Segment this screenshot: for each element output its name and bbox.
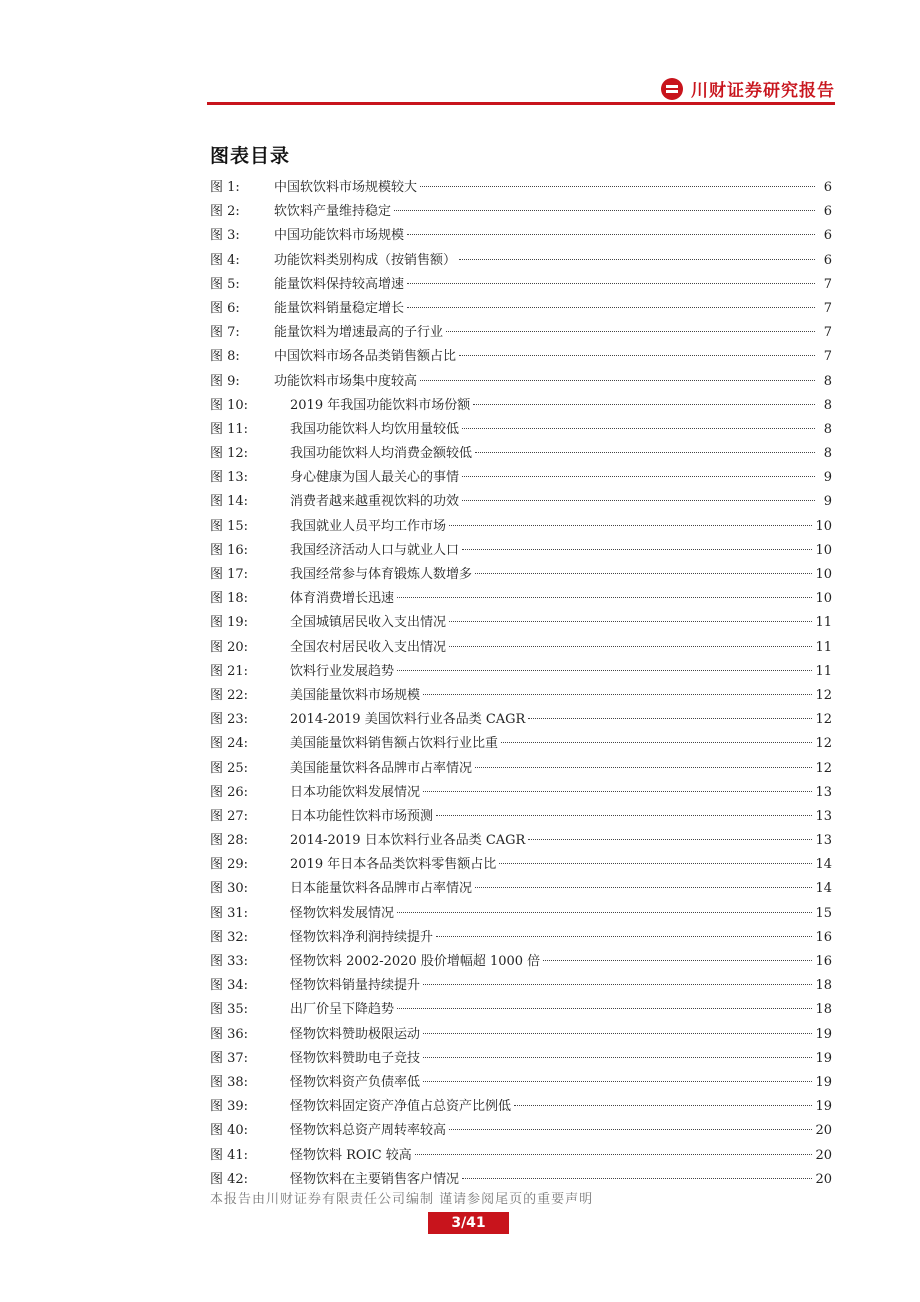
toc-entry-page: 16 — [815, 954, 832, 969]
toc-entry-page: 19 — [815, 1099, 832, 1115]
toc-entry-number: 图 21: — [210, 663, 249, 679]
toc-entry-number: 图 18: — [210, 591, 249, 607]
toc-entry[interactable] — [210, 224, 832, 248]
toc-entry-number: 图 26: — [210, 784, 249, 800]
toc-entry[interactable] — [210, 418, 832, 442]
toc-entry-title: 全国农村居民收入支出情况 — [290, 639, 447, 655]
toc-entry-page: 8 — [823, 421, 832, 437]
toc-leader-dots — [462, 500, 815, 501]
toc-entry[interactable] — [210, 442, 832, 466]
toc-entry[interactable] — [210, 805, 832, 829]
toc-entry-page: 13 — [815, 833, 832, 849]
toc-entry-title: 怪物饮料固定资产净值占总资产比例低 — [290, 1099, 512, 1115]
toc-entry-page: 6 — [823, 252, 832, 268]
toc-entry-page: 10 — [815, 518, 832, 534]
toc-entry-title: 功能饮料类别构成（按销售额） — [274, 252, 457, 268]
toc-entry[interactable] — [210, 1119, 832, 1143]
toc-entry[interactable] — [210, 563, 832, 587]
toc-entry-number: 图 27: — [210, 808, 249, 824]
toc-entry[interactable] — [210, 249, 832, 273]
toc-entry-title: 饮料行业发展趋势 — [290, 663, 395, 679]
toc-entry-number: 图 5: — [210, 276, 240, 292]
toc-entry-number: 图 38: — [210, 1074, 249, 1090]
toc-entry-number: 图 11: — [210, 421, 249, 437]
toc-leader-dots — [449, 621, 812, 622]
toc-entry[interactable] — [210, 1071, 832, 1095]
toc-entry[interactable] — [210, 200, 832, 224]
toc-leader-dots — [407, 307, 815, 308]
toc-leader-dots — [499, 863, 812, 864]
toc-entry-title: 日本功能性饮料市场预测 — [290, 808, 434, 824]
footer-disclaimer: 本报告由川财证券有限责任公司编制 谨请参阅尾页的重要声明 — [210, 1192, 594, 1207]
toc-leader-dots — [449, 525, 812, 526]
toc-entry-number: 图 42: — [210, 1171, 249, 1187]
toc-entry-title: 2019 年日本各品类饮料零售额占比 — [290, 857, 497, 873]
toc-entry-page: 15 — [815, 905, 832, 921]
toc-leader-dots — [543, 960, 812, 961]
toc-entry-number: 图 30: — [210, 881, 249, 897]
toc-entry-page: 12 — [815, 687, 832, 703]
toc-entry-page: 20 — [815, 1147, 832, 1163]
toc-leader-dots — [415, 1154, 813, 1155]
toc-entry-title: 我国就业人员平均工作市场 — [290, 518, 447, 534]
toc-entry-page: 20 — [815, 1171, 832, 1187]
toc-entry-number: 图 3: — [210, 228, 240, 244]
toc-entry[interactable] — [210, 297, 832, 321]
toc-leader-dots — [423, 984, 812, 985]
toc-entry-number: 图 17: — [210, 567, 249, 582]
toc-entry-page: 14 — [815, 881, 832, 897]
toc-entry-number: 图 36: — [210, 1026, 249, 1042]
toc-entry-title: 美国能量饮料销售额占饮料行业比重 — [290, 736, 499, 752]
toc-entry[interactable] — [210, 587, 832, 611]
toc-entry-number: 图 19: — [210, 615, 249, 631]
toc-leader-dots — [407, 234, 815, 235]
toc-entry-title: 怪物饮料 ROIC 较高 — [290, 1147, 412, 1163]
toc-entry-title: 日本能量饮料各品牌市占率情况 — [290, 881, 473, 897]
brand-name: 川财证券研究报告 — [691, 81, 835, 101]
toc-leader-dots — [420, 186, 815, 187]
toc-entry[interactable] — [210, 829, 832, 853]
toc-entry[interactable] — [210, 273, 832, 297]
toc-entry-page: 13 — [815, 808, 832, 824]
toc-entry-page: 12 — [815, 712, 832, 728]
toc-entry-title: 2019 年我国功能饮料市场份额 — [290, 397, 471, 413]
toc-leader-dots — [528, 718, 812, 719]
toc-entry-page: 19 — [815, 1026, 832, 1042]
toc-entry-title: 全国城镇居民收入支出情况 — [290, 615, 447, 631]
toc-entry[interactable] — [210, 853, 832, 877]
toc-entry-page: 13 — [815, 784, 832, 800]
toc-leader-dots — [407, 283, 815, 284]
toc-leader-dots — [501, 742, 812, 743]
toc-leader-dots — [514, 1105, 812, 1106]
toc-leader-dots — [436, 815, 812, 816]
toc-entry[interactable] — [210, 176, 832, 200]
toc-entry-number: 图 13: — [210, 470, 249, 486]
toc-entry-page: 10 — [815, 542, 832, 558]
toc-entry-title: 体育消费增长迅速 — [290, 591, 395, 607]
toc-leader-dots — [475, 767, 812, 768]
toc-entry-title: 日本功能饮料发展情况 — [290, 784, 421, 800]
toc-entry-title: 软饮料产量维持稳定 — [274, 204, 392, 220]
toc-entry-page: 18 — [815, 1002, 832, 1018]
toc-entry-number: 图 31: — [210, 905, 249, 921]
toc-entry-title: 怪物饮料资产负债率低 — [290, 1074, 421, 1090]
toc-leader-dots — [436, 936, 812, 937]
toc-entry-title: 功能饮料市场集中度较高 — [274, 373, 418, 389]
toc-entry[interactable] — [210, 345, 832, 369]
header-divider — [207, 102, 835, 105]
toc-title: 图表目录 — [210, 145, 291, 167]
toc-entry-page: 6 — [823, 204, 832, 220]
toc-entry[interactable] — [210, 1095, 832, 1119]
toc-entry[interactable] — [210, 611, 832, 635]
toc-entry-page: 8 — [823, 373, 832, 389]
toc-leader-dots — [462, 476, 815, 477]
toc-entry-number: 图 35: — [210, 1002, 249, 1018]
toc-entry-number: 图 8: — [210, 349, 240, 365]
toc-entry-title: 我国经常参与体育锻炼人数增多 — [290, 567, 473, 582]
toc-leader-dots — [475, 452, 815, 453]
toc-leader-dots — [462, 1178, 812, 1179]
toc-entry[interactable] — [210, 466, 832, 490]
toc-entry-title: 怪物饮料总资产周转率较高 — [290, 1123, 447, 1139]
toc-entry-title: 中国饮料市场各品类销售额占比 — [274, 349, 457, 365]
toc-entry-title: 怪物饮料赞助极限运动 — [290, 1026, 421, 1042]
toc-entry-title: 能量饮料销量稳定增长 — [274, 300, 405, 316]
toc-entry-number: 图 1: — [210, 180, 240, 195]
toc-entry-title: 怪物饮料销量持续提升 — [290, 978, 421, 994]
toc-entry-page: 11 — [815, 639, 832, 655]
toc-entry[interactable] — [210, 1144, 832, 1168]
toc-entry[interactable] — [210, 321, 832, 345]
toc-entry-page: 7 — [823, 300, 832, 316]
toc-entry-number: 图 6: — [210, 300, 240, 316]
page-header — [207, 72, 835, 104]
toc-leader-dots — [423, 1057, 812, 1058]
toc-leader-dots — [449, 646, 812, 647]
toc-entry-number: 图 40: — [210, 1123, 249, 1139]
toc-entry-number: 图 4: — [210, 252, 240, 268]
toc-entry-number: 图 23: — [210, 712, 249, 728]
toc-entry[interactable] — [210, 539, 832, 563]
toc-entry-page: 20 — [815, 1123, 832, 1139]
toc-entry-page: 10 — [815, 567, 832, 582]
toc-entry[interactable] — [210, 781, 832, 805]
toc-entry-page: 11 — [815, 663, 832, 679]
toc-entry[interactable] — [210, 950, 832, 974]
toc-entry-title: 我国功能饮料人均饮用量较低 — [290, 421, 460, 437]
toc-entry-number: 图 41: — [210, 1147, 249, 1163]
toc-leader-dots — [528, 839, 812, 840]
toc-entry-number: 图 28: — [210, 833, 249, 849]
toc-entry[interactable] — [210, 998, 832, 1022]
toc-leader-dots — [459, 355, 815, 356]
toc-entry-page: 8 — [823, 397, 832, 413]
toc-entry-number: 图 14: — [210, 494, 249, 510]
toc-entry-title: 美国能量饮料市场规模 — [290, 687, 421, 703]
toc-leader-dots — [423, 1081, 812, 1082]
toc-entry-number: 图 37: — [210, 1050, 249, 1066]
toc-entry-number: 图 20: — [210, 639, 249, 655]
toc-entry[interactable] — [210, 877, 832, 901]
toc-leader-dots — [397, 912, 812, 913]
toc-entry-number: 图 12: — [210, 446, 249, 462]
toc-entry-page: 14 — [815, 857, 832, 873]
toc-leader-dots — [397, 597, 812, 598]
toc-entry-number: 图 32: — [210, 929, 249, 945]
toc-leader-dots — [397, 1008, 812, 1009]
toc-entry-page: 16 — [815, 929, 832, 945]
toc-entry-number: 图 16: — [210, 542, 249, 558]
toc-entry-page: 9 — [823, 470, 832, 486]
toc-entry-page: 11 — [815, 615, 832, 631]
toc-entry-number: 图 34: — [210, 978, 249, 994]
brand — [661, 76, 835, 101]
toc-entry-page: 6 — [823, 180, 832, 195]
toc-leader-dots — [475, 887, 812, 888]
toc-entry-page: 19 — [815, 1050, 832, 1066]
toc-leader-dots — [462, 549, 812, 550]
toc-leader-dots — [420, 380, 815, 381]
page-number: 3/41 — [428, 1212, 509, 1234]
toc-entry[interactable] — [210, 926, 832, 950]
toc-entry-title: 我国经济活动人口与就业人口 — [290, 542, 460, 558]
toc-leader-dots — [449, 1129, 812, 1130]
toc-entry-page: 7 — [823, 276, 832, 292]
toc-entry-page: 9 — [823, 494, 832, 510]
toc-entry-title: 怪物饮料在主要销售客户情况 — [290, 1171, 460, 1187]
toc-entry-page: 10 — [815, 591, 832, 607]
toc-leader-dots — [394, 210, 815, 211]
toc-leader-dots — [423, 791, 812, 792]
toc-entry[interactable] — [210, 636, 832, 660]
toc-entry[interactable] — [210, 660, 832, 684]
toc-entry-page: 18 — [815, 978, 832, 994]
toc-entry[interactable] — [210, 684, 832, 708]
toc-entry[interactable] — [210, 732, 832, 756]
toc-entry[interactable] — [210, 490, 832, 514]
toc-leader-dots — [423, 694, 812, 695]
toc-entry-title: 能量饮料保持较高增速 — [274, 276, 405, 292]
toc-entry-page: 7 — [823, 325, 832, 341]
toc-entry-title: 中国软饮料市场规模较大 — [274, 180, 418, 195]
toc-entry-title: 怪物饮料净利润持续提升 — [290, 929, 434, 945]
toc-leader-dots — [473, 404, 815, 405]
toc-entry[interactable] — [210, 394, 832, 418]
toc-entry-page: 19 — [815, 1074, 832, 1090]
toc-leader-dots — [475, 573, 812, 574]
toc-entry-title: 怪物饮料发展情况 — [290, 905, 395, 921]
table-of-figures — [210, 176, 832, 1192]
brand-logo-icon — [661, 78, 683, 100]
toc-entry-number: 图 25: — [210, 760, 249, 776]
toc-entry-title: 美国能量饮料各品牌市占率情况 — [290, 760, 473, 776]
toc-entry-title: 怪物饮料 2002-2020 股价增幅超 1000 倍 — [290, 954, 541, 969]
toc-entry[interactable] — [210, 708, 832, 732]
toc-entry-title: 身心健康为国人最关心的事情 — [290, 470, 460, 486]
toc-entry-page: 6 — [823, 228, 832, 244]
toc-entry[interactable] — [210, 370, 832, 394]
toc-leader-dots — [423, 1033, 812, 1034]
toc-entry-page: 7 — [823, 349, 832, 365]
toc-entry-number: 图 7: — [210, 325, 240, 341]
toc-leader-dots — [446, 331, 815, 332]
toc-entry-number: 图 29: — [210, 857, 249, 873]
toc-entry[interactable] — [210, 515, 832, 539]
toc-entry-number: 图 10: — [210, 397, 249, 413]
toc-entry[interactable] — [210, 902, 832, 926]
toc-entry-number: 图 2: — [210, 204, 240, 220]
toc-entry-title: 中国功能饮料市场规模 — [274, 228, 405, 244]
toc-leader-dots — [397, 670, 812, 671]
toc-leader-dots — [462, 428, 815, 429]
toc-entry-title: 我国功能饮料人均消费金额较低 — [290, 446, 473, 462]
toc-entry-title: 怪物饮料赞助电子竞技 — [290, 1050, 421, 1066]
toc-entry-title: 能量饮料为增速最高的子行业 — [274, 325, 444, 341]
toc-entry-number: 图 15: — [210, 518, 249, 534]
toc-entry-page: 12 — [815, 736, 832, 752]
toc-entry-title: 消费者越来越重视饮料的功效 — [290, 494, 460, 510]
toc-entry-page: 12 — [815, 760, 832, 776]
toc-entry-number: 图 39: — [210, 1099, 249, 1115]
toc-entry-title: 2014-2019 美国饮料行业各品类 CAGR — [290, 712, 526, 728]
toc-entry[interactable] — [210, 757, 832, 781]
toc-entry-page: 8 — [823, 446, 832, 462]
toc-entry-number: 图 33: — [210, 954, 249, 969]
toc-entry-title: 出厂价呈下降趋势 — [290, 1002, 395, 1018]
toc-entry[interactable] — [210, 1023, 832, 1047]
toc-leader-dots — [459, 259, 815, 260]
toc-entry-title: 2014-2019 日本饮料行业各品类 CAGR — [290, 833, 526, 849]
toc-entry[interactable] — [210, 974, 832, 998]
toc-entry-number: 图 9: — [210, 373, 240, 389]
toc-entry-number: 图 22: — [210, 687, 249, 703]
toc-entry-number: 图 24: — [210, 736, 249, 752]
toc-entry[interactable] — [210, 1047, 832, 1071]
